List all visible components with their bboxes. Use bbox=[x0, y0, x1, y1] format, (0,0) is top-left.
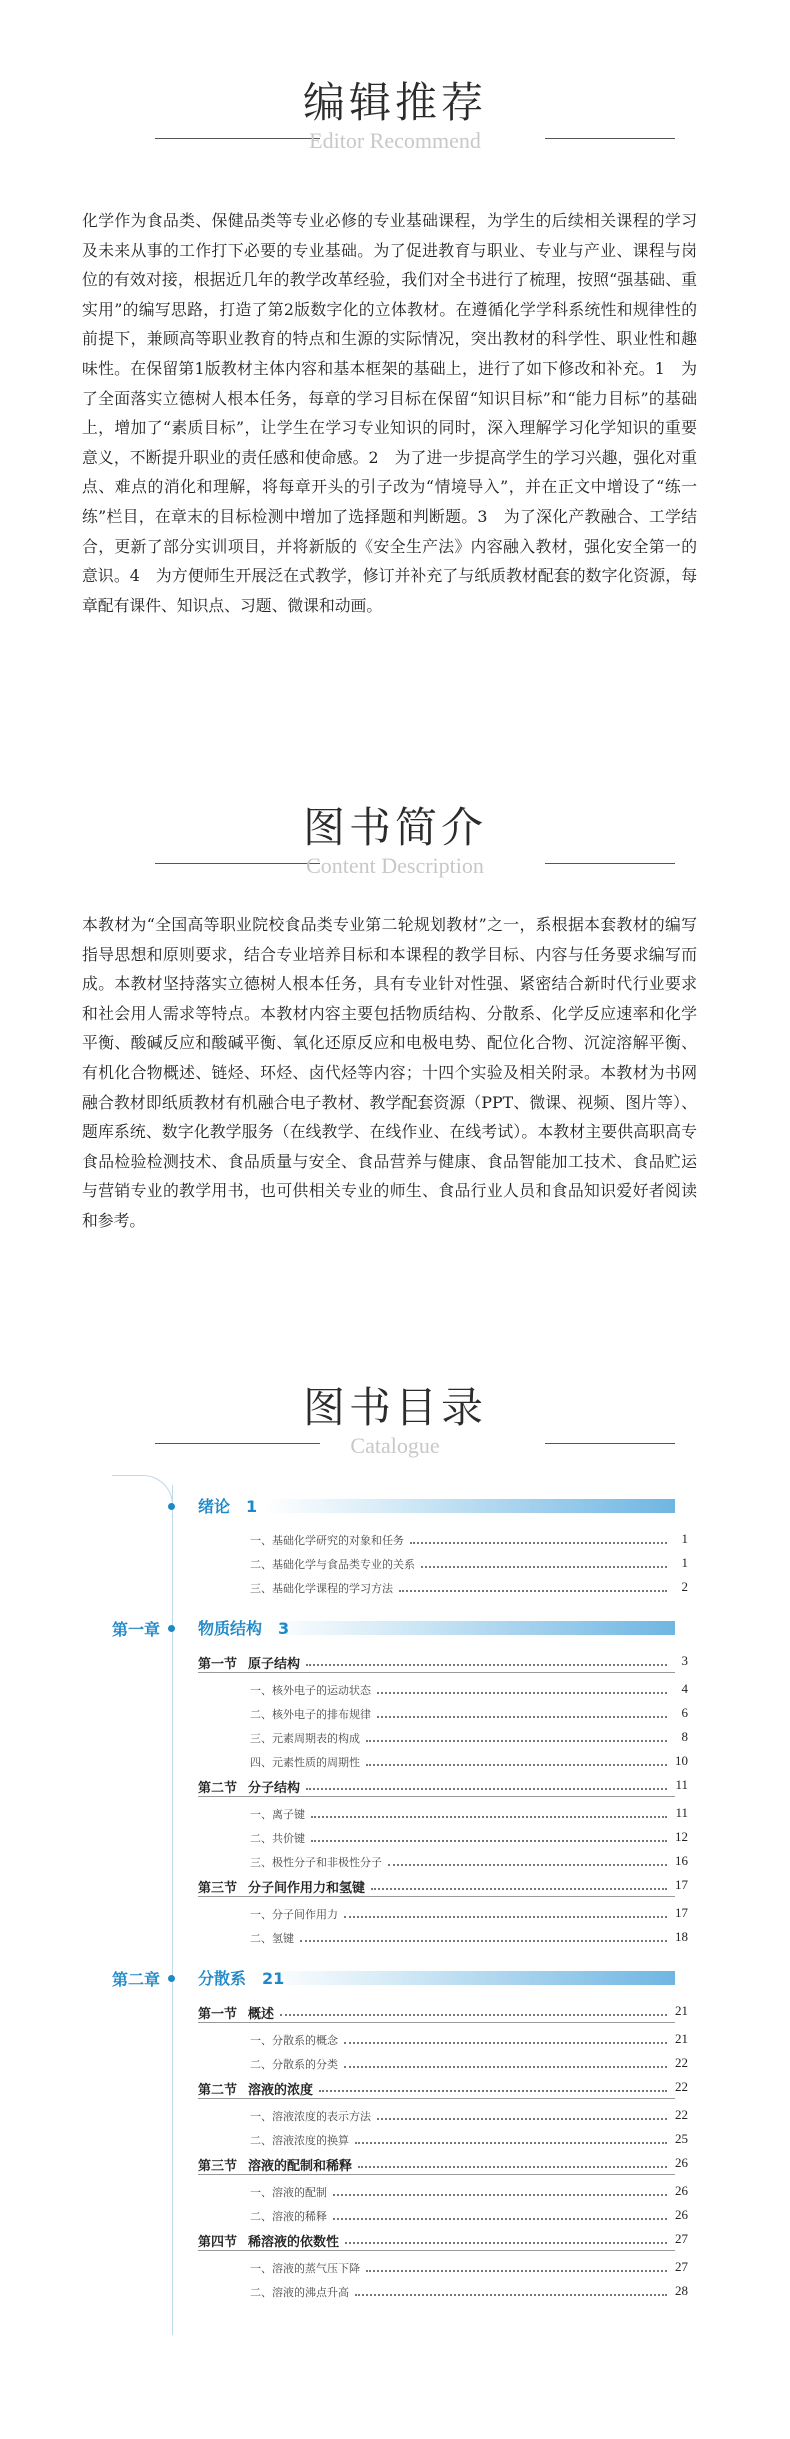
page-number: 18 bbox=[675, 1929, 688, 1944]
section-title[interactable]: 分子结构 bbox=[248, 1781, 301, 1796]
toc-section-row bbox=[0, 2153, 790, 2175]
item-title[interactable]: 一、溶液的蒸气压下降 bbox=[250, 2262, 360, 2275]
dot-leader bbox=[399, 1590, 667, 1592]
page-number: 11 bbox=[675, 1805, 688, 1820]
section-underline bbox=[198, 1672, 675, 1673]
page-number: 26 bbox=[675, 2155, 688, 2170]
timeline-dot bbox=[168, 1625, 175, 1632]
editor-recommend-header bbox=[0, 70, 790, 200]
page-number: 22 bbox=[675, 2107, 688, 2122]
dot-leader bbox=[377, 1692, 667, 1694]
chapter-title[interactable]: 物质结构 3 bbox=[198, 1619, 290, 1638]
section-underline bbox=[198, 1796, 675, 1797]
item-title[interactable]: 二、基础化学与食品类专业的关系 bbox=[250, 1558, 415, 1571]
page-number: 26 bbox=[675, 2183, 688, 2198]
toc-item-row bbox=[0, 1927, 790, 1949]
item-title[interactable]: 一、分子间作用力 bbox=[250, 1908, 338, 1921]
page-number: 1 bbox=[681, 1531, 688, 1546]
item-title[interactable]: 一、离子键 bbox=[250, 1808, 305, 1821]
dot-leader bbox=[366, 2270, 667, 2272]
section-number: 第一节 bbox=[198, 1657, 238, 1672]
toc-item-row bbox=[0, 2105, 790, 2127]
item-title[interactable]: 一、基础化学研究的对象和任务 bbox=[250, 1534, 404, 1547]
table-of-contents bbox=[0, 1485, 790, 2439]
item-title[interactable]: 三、元素周期表的构成 bbox=[250, 1732, 360, 1745]
dot-leader bbox=[280, 2014, 667, 2016]
catalogue-title: 图书目录 bbox=[302, 1383, 487, 1432]
toc-item-row bbox=[0, 1903, 790, 1925]
item-title[interactable]: 一、分散系的概念 bbox=[250, 2034, 338, 2047]
toc-section-row bbox=[0, 1775, 790, 1797]
dot-leader bbox=[410, 1542, 667, 1544]
dot-leader bbox=[371, 1888, 667, 1890]
toc-item-row bbox=[0, 1553, 790, 1575]
page-number: 17 bbox=[675, 1905, 688, 1920]
dot-leader bbox=[366, 1764, 667, 1766]
toc-section-row bbox=[0, 2229, 790, 2251]
chapter-title[interactable]: 绪论 1 bbox=[198, 1497, 258, 1516]
section-underline bbox=[198, 2174, 675, 2175]
dot-leader bbox=[333, 2194, 667, 2196]
catalogue-subtitle: Catalogue bbox=[350, 1433, 440, 1458]
toc-item-row bbox=[0, 1679, 790, 1701]
toc-chapter-row bbox=[0, 1617, 790, 1639]
dot-leader bbox=[344, 2066, 667, 2068]
timeline-dot bbox=[168, 1975, 175, 1982]
dot-leader bbox=[377, 2118, 667, 2120]
dot-leader bbox=[311, 1840, 667, 1842]
page-number: 6 bbox=[681, 1705, 688, 1720]
toc-item-row bbox=[0, 1751, 790, 1773]
section-number: 第一节 bbox=[198, 2007, 238, 2022]
toc-item-row bbox=[0, 2181, 790, 2203]
editor-recommend-subtitle: Editor Recommend bbox=[309, 128, 481, 153]
item-title[interactable]: 二、核外电子的排布规律 bbox=[250, 1708, 371, 1721]
page-number: 4 bbox=[681, 1681, 688, 1696]
dot-leader bbox=[388, 1864, 667, 1866]
item-title[interactable]: 二、溶液的稀释 bbox=[250, 2210, 327, 2223]
item-title[interactable]: 一、溶液的配制 bbox=[250, 2186, 327, 2199]
chapter-bar bbox=[265, 1971, 675, 1985]
dot-leader bbox=[345, 2242, 667, 2244]
page-number: 12 bbox=[675, 1829, 688, 1844]
dot-leader bbox=[355, 2294, 667, 2296]
toc-item-row bbox=[0, 2281, 790, 2303]
page-number: 21 bbox=[675, 2031, 688, 2046]
page-number: 26 bbox=[675, 2207, 688, 2222]
page-number: 11 bbox=[675, 1777, 688, 1792]
content-description-body: 本教材为“全国高等职业院校食品类专业第二轮规划教材”之一，系根据本套教材的编写指导思想和原则要求，结合专业培养目标和本课程的教学目标、内容与任务要求编写而成。本教材坚持落实立德树人根本任务，具有专业针对性强、紧密结合新时代行业要求和社会用人需求等特点。本教材内容主要包括物质结构、分散系、化学反应速率和化学平衡、酸碱反应和酸碱平衡、氧化还原反应和电极电势、配位化合物、沉淀溶解平衡、有机化合物概述、链烃、环烃、卤代烃等内容；十四个实验及相关附录。本教材为书网融合教材即纸质教材有机融合电子教材、教学配套资源（PPT、微课、视频、图片等）、题库系统、数字化教学服务（在线教学、在线作业、在线考试）。本教材主要供高职高专食品检验检测技术、食品质量与安全、食品营养与健康、食品智能加工技术、食品贮运与营销专业的教学用书，也可供相关专业的师生、食品行业人员和食品知识爱好者阅读和参考。 bbox=[82, 915, 697, 1230]
section-number: 第二节 bbox=[198, 2083, 238, 2098]
item-title[interactable]: 二、溶液的沸点升高 bbox=[250, 2286, 349, 2299]
chapter-number: 第一章 bbox=[112, 1620, 161, 1639]
page-number: 10 bbox=[675, 1753, 688, 1768]
toc-item-row bbox=[0, 1727, 790, 1749]
section-underline bbox=[198, 2098, 675, 2099]
dot-leader bbox=[306, 1664, 667, 1666]
chapter-bar bbox=[265, 1621, 675, 1635]
chapter-title[interactable]: 分散系 21 bbox=[198, 1969, 285, 1988]
dot-leader bbox=[333, 2218, 667, 2220]
toc-section-row bbox=[0, 2077, 790, 2099]
dot-leader bbox=[300, 1940, 667, 1942]
timeline-dot bbox=[168, 1503, 175, 1510]
page-number: 3 bbox=[681, 1653, 688, 1668]
section-title[interactable]: 稀溶液的依数性 bbox=[248, 2235, 340, 2250]
toc-item-row bbox=[0, 1577, 790, 1599]
section-number: 第二节 bbox=[198, 1781, 238, 1796]
dot-leader bbox=[306, 1788, 667, 1790]
item-title[interactable]: 二、分散系的分类 bbox=[250, 2058, 338, 2071]
item-title[interactable]: 二、氢键 bbox=[250, 1932, 294, 1945]
dot-leader bbox=[358, 2166, 667, 2168]
toc-item-row bbox=[0, 1851, 790, 1873]
page-number: 22 bbox=[675, 2079, 688, 2094]
page-number: 8 bbox=[681, 1729, 688, 1744]
page-number: 28 bbox=[675, 2283, 688, 2298]
page-number: 25 bbox=[675, 2131, 688, 2146]
content-description-title: 图书简介 bbox=[302, 803, 487, 852]
toc-item-row bbox=[0, 2257, 790, 2279]
item-title[interactable]: 一、溶液浓度的表示方法 bbox=[250, 2110, 371, 2123]
dot-leader bbox=[366, 1740, 667, 1742]
dot-leader bbox=[319, 2090, 667, 2092]
page-number: 27 bbox=[675, 2231, 688, 2246]
toc-item-row bbox=[0, 2029, 790, 2051]
section-title[interactable]: 概述 bbox=[248, 2007, 275, 2022]
dot-leader bbox=[344, 1916, 667, 1918]
dot-leader bbox=[344, 2042, 667, 2044]
toc-section-row bbox=[0, 2001, 790, 2023]
dot-leader bbox=[421, 1566, 667, 1568]
item-title[interactable]: 四、元素性质的周期性 bbox=[250, 1756, 360, 1769]
toc-item-row bbox=[0, 1529, 790, 1551]
section-title[interactable]: 原子结构 bbox=[248, 1657, 301, 1672]
editor-recommend-body: 化学作为食品类、保健品类等专业必修的专业基础课程，为学生的后续相关课程的学习及未来从事的工作打下必要的专业基础。为了促进教育与职业、专业与产业、课程与岗位的有效对接，根据近几年的教学改革经验，我们对全书进行了梳理，按照“强基础、重实用”的编写思路，打造了第2版数字化的立体教材。在遵循化学学科系统性和规律性的前提下，兼顾高等职业教育的特点和生源的实际情况，突出教材的科学性、职业性和趣味性。在保留第1版教材主体内容和基本框架的基础上，进行了如下修改和补充。1 为了全面落实立德树人根本任务，每章的学习目标在保留“知识目标”和“能力目标”的基础上，增加了“素质目标”，让学生在学习专业知识的同时，深入理解学习化学知识的重要意义，不断提升职业的责任感和使命感。2 为了进一步提高学生的学习兴趣，强化对重点、难点的消化和理解，将每章开头的引子改为“情境导入”，并在正文中增设了“练一练”栏目，在章末的目标检测中增加了选择题和判断题。3 为了深化产教融合、工学结合，更新了部分实训项目，并将新版的《安全生产法》内容融入教材，强化安全第一的意识。4 为方便师生开展泛在式教学，修订并补充了与纸质教材配套的数字化资源，每章配有课件、知识点、习题、微课和动画。 bbox=[82, 211, 697, 615]
page-number: 27 bbox=[675, 2259, 688, 2274]
section-number: 第三节 bbox=[198, 1881, 238, 1896]
toc-section-row bbox=[0, 1875, 790, 1897]
toc-section-row bbox=[0, 1651, 790, 1673]
section-title[interactable]: 溶液的配制和稀释 bbox=[248, 2159, 353, 2174]
dot-leader bbox=[311, 1816, 667, 1818]
toc-item-row bbox=[0, 1703, 790, 1725]
item-title[interactable]: 三、极性分子和非极性分子 bbox=[250, 1856, 382, 1869]
item-title[interactable]: 三、基础化学课程的学习方法 bbox=[250, 1582, 393, 1595]
toc-item-row bbox=[0, 2053, 790, 2075]
page-number: 17 bbox=[675, 1877, 688, 1892]
item-title[interactable]: 二、共价键 bbox=[250, 1832, 305, 1845]
dot-leader bbox=[355, 2142, 667, 2144]
chapter-number: 第二章 bbox=[112, 1970, 161, 1989]
content-description-subtitle: Content Description bbox=[306, 853, 484, 878]
content-description-header bbox=[0, 795, 790, 925]
chapter-bar bbox=[265, 1499, 675, 1513]
section-title[interactable]: 溶液的浓度 bbox=[248, 2083, 314, 2098]
section-underline bbox=[198, 1896, 675, 1897]
page-number: 2 bbox=[681, 1579, 688, 1594]
item-title[interactable]: 二、溶液浓度的换算 bbox=[250, 2134, 349, 2147]
dot-leader bbox=[377, 1716, 667, 1718]
page-number: 22 bbox=[675, 2055, 688, 2070]
toc-chapter-row bbox=[0, 1967, 790, 1989]
item-title[interactable]: 一、核外电子的运动状态 bbox=[250, 1684, 371, 1697]
section-number: 第三节 bbox=[198, 2159, 238, 2174]
section-number: 第四节 bbox=[198, 2235, 238, 2250]
toc-item-row bbox=[0, 2205, 790, 2227]
toc-chapter-row bbox=[0, 1495, 790, 1517]
section-underline bbox=[198, 2250, 675, 2251]
toc-item-row bbox=[0, 1827, 790, 1849]
toc-item-row bbox=[0, 2129, 790, 2151]
section-title[interactable]: 分子间作用力和氢键 bbox=[248, 1881, 366, 1896]
section-underline bbox=[198, 2022, 675, 2023]
page-number: 21 bbox=[675, 2003, 688, 2018]
page-number: 16 bbox=[675, 1853, 688, 1868]
toc-item-row bbox=[0, 1803, 790, 1825]
editor-recommend-title: 编辑推荐 bbox=[302, 78, 487, 127]
page-number: 1 bbox=[681, 1555, 688, 1570]
